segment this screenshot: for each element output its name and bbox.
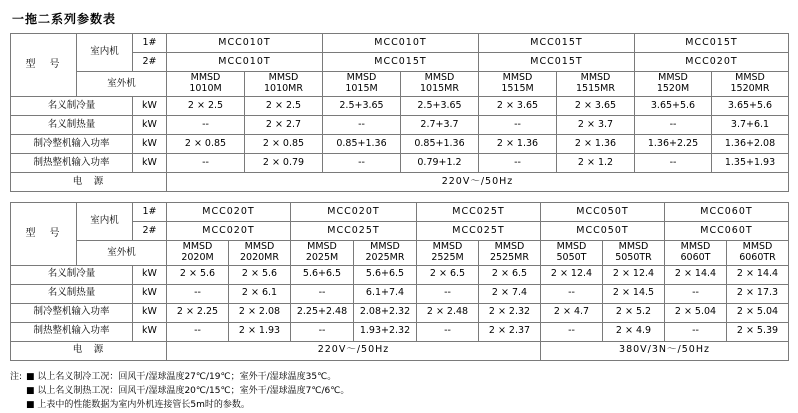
t2-indoor2-model: MCC025T (417, 221, 541, 240)
t2-power-value-left: 220V～/50Hz (167, 341, 541, 360)
t1-indoor1-model: MCC015T (479, 34, 635, 53)
t1-indoor2-model: MCC015T (479, 53, 635, 72)
outdoor-unit-label: 室外机 (77, 240, 167, 265)
t2-cooling-input: 2 × 5.04 (727, 303, 789, 322)
row-label-power: 电 源 (11, 341, 167, 360)
t1-outdoor-model: 1015M (345, 82, 378, 94)
t2-indoor1-model: MCC050T (541, 202, 665, 221)
unit-cell: kW (133, 134, 167, 153)
t1-cooling-input: 2 × 0.85 (245, 134, 323, 153)
t1-outdoor-brand: MMSD (735, 72, 765, 83)
t1-outdoor-cell (479, 72, 557, 97)
outdoor-unit-label: 室外机 (77, 72, 167, 97)
t1-cooling-input: 1.36+2.08 (712, 134, 789, 153)
unit-cell: kW (133, 96, 167, 115)
t2-heating-capacity: -- (291, 284, 354, 303)
indoor-unit-2-label: 2# (133, 53, 167, 72)
t2-indoor1-model: MCC020T (167, 202, 291, 221)
t1-cooling-input: 1.36+2.25 (635, 134, 712, 153)
t1-indoor2-model: MCC010T (167, 53, 323, 72)
t2-outdoor-model: 6060T (680, 251, 711, 263)
t2-outdoor-model: 5050TR (615, 251, 652, 263)
t1-cooling-capacity: 2.5+3.65 (323, 96, 401, 115)
t2-cooling-capacity: 2 × 14.4 (727, 265, 789, 284)
t2-outdoor-cell (541, 240, 603, 265)
t2-outdoor-brand: MMSD (307, 240, 337, 252)
t1-heating-capacity: 2 × 2.7 (245, 115, 323, 134)
t1-heating-input: 0.79+1.2 (401, 153, 479, 172)
notes-label: 注: (10, 371, 23, 382)
t2-outdoor-cell (603, 240, 665, 265)
t2-outdoor-cell (167, 240, 229, 265)
t2-indoor2-model: MCC060T (665, 221, 789, 240)
t1-outdoor-model: 1515M (501, 82, 534, 94)
t2-outdoor-model: 2025MR (365, 251, 405, 263)
t2-cooling-capacity: 2 × 14.4 (665, 265, 727, 284)
table-row (11, 303, 789, 322)
t1-outdoor-brand: MMSD (190, 72, 221, 83)
unit-cell: kW (133, 265, 167, 284)
t2-indoor1-model: MCC060T (665, 202, 789, 221)
row-label-power: 电 源 (11, 172, 167, 191)
t1-heating-capacity: -- (323, 115, 401, 134)
t1-cooling-capacity: 2.5+3.65 (401, 96, 479, 115)
t2-cooling-capacity: 5.6+6.5 (354, 265, 417, 284)
t2-heating-capacity: -- (417, 284, 479, 303)
unit-cell: kW (133, 322, 167, 341)
t1-outdoor-cell (245, 72, 323, 97)
t2-cooling-capacity: 2 × 5.6 (229, 265, 291, 284)
t2-heating-capacity: -- (665, 284, 727, 303)
t1-heating-input: 2 × 1.2 (557, 153, 635, 172)
t2-outdoor-cell (354, 240, 417, 265)
t1-indoor2-model: MCC020T (635, 53, 789, 72)
row-label-heating-capacity: 名义制热量 (11, 115, 133, 134)
t1-outdoor-model: 1515MR (576, 82, 615, 94)
note-line: ■ 以上名义制热工况：回风干/湿球温度20℃/15℃；室外干/湿球温度7℃/6℃。 (26, 385, 350, 396)
t2-cooling-capacity: 2 × 6.5 (417, 265, 479, 284)
t2-cooling-capacity: 2 × 12.4 (541, 265, 603, 284)
t2-heating-input: -- (167, 322, 229, 341)
t2-heating-capacity: 2 × 17.3 (727, 284, 789, 303)
t2-heating-input: -- (541, 322, 603, 341)
table-row (11, 240, 789, 265)
table-row (11, 134, 789, 153)
model-header-label: 型 号 (11, 34, 77, 97)
t1-heating-input: -- (323, 153, 401, 172)
t2-cooling-capacity: 2 × 6.5 (479, 265, 541, 284)
model-header-label: 型 号 (11, 202, 77, 265)
t2-outdoor-model: 2020MR (240, 251, 279, 263)
t1-heating-capacity: -- (479, 115, 557, 134)
t2-outdoor-brand: MMSD (494, 240, 525, 252)
t2-outdoor-cell (479, 240, 541, 265)
unit-cell: kW (133, 115, 167, 134)
page-title: 一拖二系列参数表 (12, 12, 117, 26)
table-row (11, 72, 789, 97)
indoor-unit-label: 室内机 (77, 202, 133, 240)
notes-section (10, 371, 788, 413)
t1-cooling-capacity: 2 × 3.65 (557, 96, 635, 115)
t1-cooling-capacity: 3.65+5.6 (635, 96, 712, 115)
t2-indoor2-model: MCC020T (167, 221, 291, 240)
table-row (11, 284, 789, 303)
t1-cooling-capacity: 2 × 3.65 (479, 96, 557, 115)
t1-indoor1-model: MCC010T (167, 34, 323, 53)
t2-indoor2-model: MCC050T (541, 221, 665, 240)
t2-outdoor-model: 2525MR (490, 251, 529, 263)
t1-heating-capacity: 2.7+3.7 (401, 115, 479, 134)
t1-power-value: 220V～/50Hz (167, 172, 789, 191)
t1-outdoor-model: 1520M (656, 82, 690, 94)
t1-heating-input: 2 × 0.79 (245, 153, 323, 172)
row-label-cooling-capacity: 名义制冷量 (11, 265, 133, 284)
t1-outdoor-cell (635, 72, 712, 97)
indoor-unit-1-label: 1# (133, 34, 167, 53)
table-row (11, 34, 789, 53)
t2-cooling-input: 2.08+2.32 (354, 303, 417, 322)
t2-heating-capacity: -- (541, 284, 603, 303)
t1-indoor1-model: MCC010T (323, 34, 479, 53)
t2-outdoor-brand: MMSD (244, 240, 275, 252)
t2-cooling-input: 2 × 2.48 (417, 303, 479, 322)
indoor-unit-1-label: 1# (133, 202, 167, 221)
t2-outdoor-model: 6060TR (739, 251, 776, 263)
t1-cooling-input: 2 × 1.36 (479, 134, 557, 153)
indoor-unit-label: 室内机 (77, 34, 133, 72)
t1-cooling-capacity: 2 × 2.5 (167, 96, 245, 115)
t1-outdoor-cell (401, 72, 479, 97)
notes-body (26, 371, 788, 413)
note-line: ■ 上表中的性能数据为室内外机连接管长5m时的参数。 (26, 399, 250, 410)
unit-cell: kW (133, 153, 167, 172)
t2-outdoor-model: 2025M (305, 251, 339, 263)
t2-heating-capacity: 6.1+7.4 (354, 284, 417, 303)
t1-outdoor-brand: MMSD (658, 72, 688, 83)
t2-cooling-capacity: 2 × 5.6 (167, 265, 229, 284)
t2-indoor2-model: MCC025T (291, 221, 417, 240)
table-row (11, 96, 789, 115)
table-row (11, 265, 789, 284)
t2-heating-input: -- (291, 322, 354, 341)
t2-heating-capacity: 2 × 14.5 (603, 284, 665, 303)
t2-heating-input: 1.93+2.32 (354, 322, 417, 341)
table-row (11, 115, 789, 134)
t1-heating-capacity: 2 × 3.7 (557, 115, 635, 134)
table-row (11, 202, 789, 221)
t2-cooling-capacity: 5.6+6.5 (291, 265, 354, 284)
t2-heating-input: 2 × 4.9 (603, 322, 665, 341)
t1-cooling-input: 2 × 0.85 (167, 134, 245, 153)
t2-outdoor-brand: MMSD (370, 240, 400, 252)
note-line: ■ 以上名义制冷工况：回风干/湿球温度27℃/19℃；室外干/湿球温度35℃。 (26, 371, 337, 382)
t1-cooling-input: 0.85+1.36 (323, 134, 401, 153)
t2-outdoor-brand: MMSD (432, 240, 463, 252)
t2-heating-capacity: 2 × 6.1 (229, 284, 291, 303)
t1-cooling-capacity: 3.65+5.6 (712, 96, 789, 115)
t2-power-value-right: 380V/3N～/50Hz (541, 341, 789, 360)
unit-cell: kW (133, 303, 167, 322)
t2-heating-input: 2 × 2.37 (479, 322, 541, 341)
t1-outdoor-model: 1010MR (264, 82, 303, 94)
t2-outdoor-brand: MMSD (742, 240, 773, 252)
t1-heating-capacity: 3.7+6.1 (712, 115, 789, 134)
t2-heating-input: -- (665, 322, 727, 341)
t2-cooling-input: 2 × 2.25 (167, 303, 229, 322)
row-label-heating-capacity: 名义制热量 (11, 284, 133, 303)
t1-outdoor-cell (323, 72, 401, 97)
indoor-unit-2-label: 2# (133, 221, 167, 240)
t2-outdoor-cell (229, 240, 291, 265)
t1-cooling-input: 2 × 1.36 (557, 134, 635, 153)
t1-outdoor-model: 1520MR (730, 82, 770, 94)
t1-outdoor-brand: MMSD (580, 72, 611, 83)
t1-indoor1-model: MCC015T (635, 34, 789, 53)
t2-cooling-input: 2 × 5.2 (603, 303, 665, 322)
t1-outdoor-model: 1015MR (420, 82, 459, 94)
row-label-heating-input: 制热整机输入功率 (11, 322, 133, 341)
t1-outdoor-cell (167, 72, 245, 97)
t2-heating-input: 2 × 1.93 (229, 322, 291, 341)
t2-outdoor-model: 2020M (181, 251, 214, 263)
t1-outdoor-model: 1010M (189, 82, 222, 94)
t1-outdoor-brand: MMSD (268, 72, 299, 83)
t1-heating-capacity: -- (635, 115, 712, 134)
t1-heating-input: 1.35+1.93 (712, 153, 789, 172)
t1-heating-input: -- (479, 153, 557, 172)
spec-table-2 (10, 202, 789, 361)
t1-outdoor-brand: MMSD (346, 72, 377, 83)
t2-outdoor-model: 5050T (556, 251, 587, 263)
t1-outdoor-brand: MMSD (502, 72, 533, 83)
t1-heating-input: -- (635, 153, 712, 172)
t2-outdoor-model: 2525M (431, 251, 464, 263)
t1-heating-capacity: -- (167, 115, 245, 134)
t2-cooling-input: 2 × 2.08 (229, 303, 291, 322)
t1-outdoor-cell (712, 72, 789, 97)
t2-cooling-input: 2 × 5.04 (665, 303, 727, 322)
t2-cooling-input: 2.25+2.48 (291, 303, 354, 322)
t2-indoor1-model: MCC025T (417, 202, 541, 221)
table-row (11, 322, 789, 341)
t1-outdoor-cell (557, 72, 635, 97)
t2-heating-input: -- (417, 322, 479, 341)
row-label-cooling-input: 制冷整机输入功率 (11, 303, 133, 322)
t2-outdoor-cell (417, 240, 479, 265)
unit-cell: kW (133, 284, 167, 303)
t2-cooling-capacity: 2 × 12.4 (603, 265, 665, 284)
t2-heating-capacity: -- (167, 284, 229, 303)
t2-outdoor-cell (727, 240, 789, 265)
table-row (11, 341, 789, 360)
t2-outdoor-cell (291, 240, 354, 265)
t1-cooling-input: 0.85+1.36 (401, 134, 479, 153)
t2-heating-input: 2 × 5.39 (727, 322, 789, 341)
table-row (11, 153, 789, 172)
t2-indoor1-model: MCC020T (291, 202, 417, 221)
row-label-cooling-input: 制冷整机输入功率 (11, 134, 133, 153)
row-label-cooling-capacity: 名义制冷量 (11, 96, 133, 115)
t2-cooling-input: 2 × 2.32 (479, 303, 541, 322)
t2-outdoor-cell (665, 240, 727, 265)
row-label-heating-input: 制热整机输入功率 (11, 153, 133, 172)
t2-outdoor-brand: MMSD (182, 240, 213, 252)
t2-outdoor-brand: MMSD (556, 240, 587, 252)
t2-cooling-input: 2 × 4.7 (541, 303, 603, 322)
t1-heating-input: -- (167, 153, 245, 172)
table-row (11, 172, 789, 191)
t2-outdoor-brand: MMSD (618, 240, 649, 252)
spec-table-1 (10, 33, 789, 192)
t2-heating-capacity: 2 × 7.4 (479, 284, 541, 303)
t1-outdoor-brand: MMSD (424, 72, 455, 83)
t1-cooling-capacity: 2 × 2.5 (245, 96, 323, 115)
t2-outdoor-brand: MMSD (680, 240, 711, 252)
t1-indoor2-model: MCC015T (323, 53, 479, 72)
